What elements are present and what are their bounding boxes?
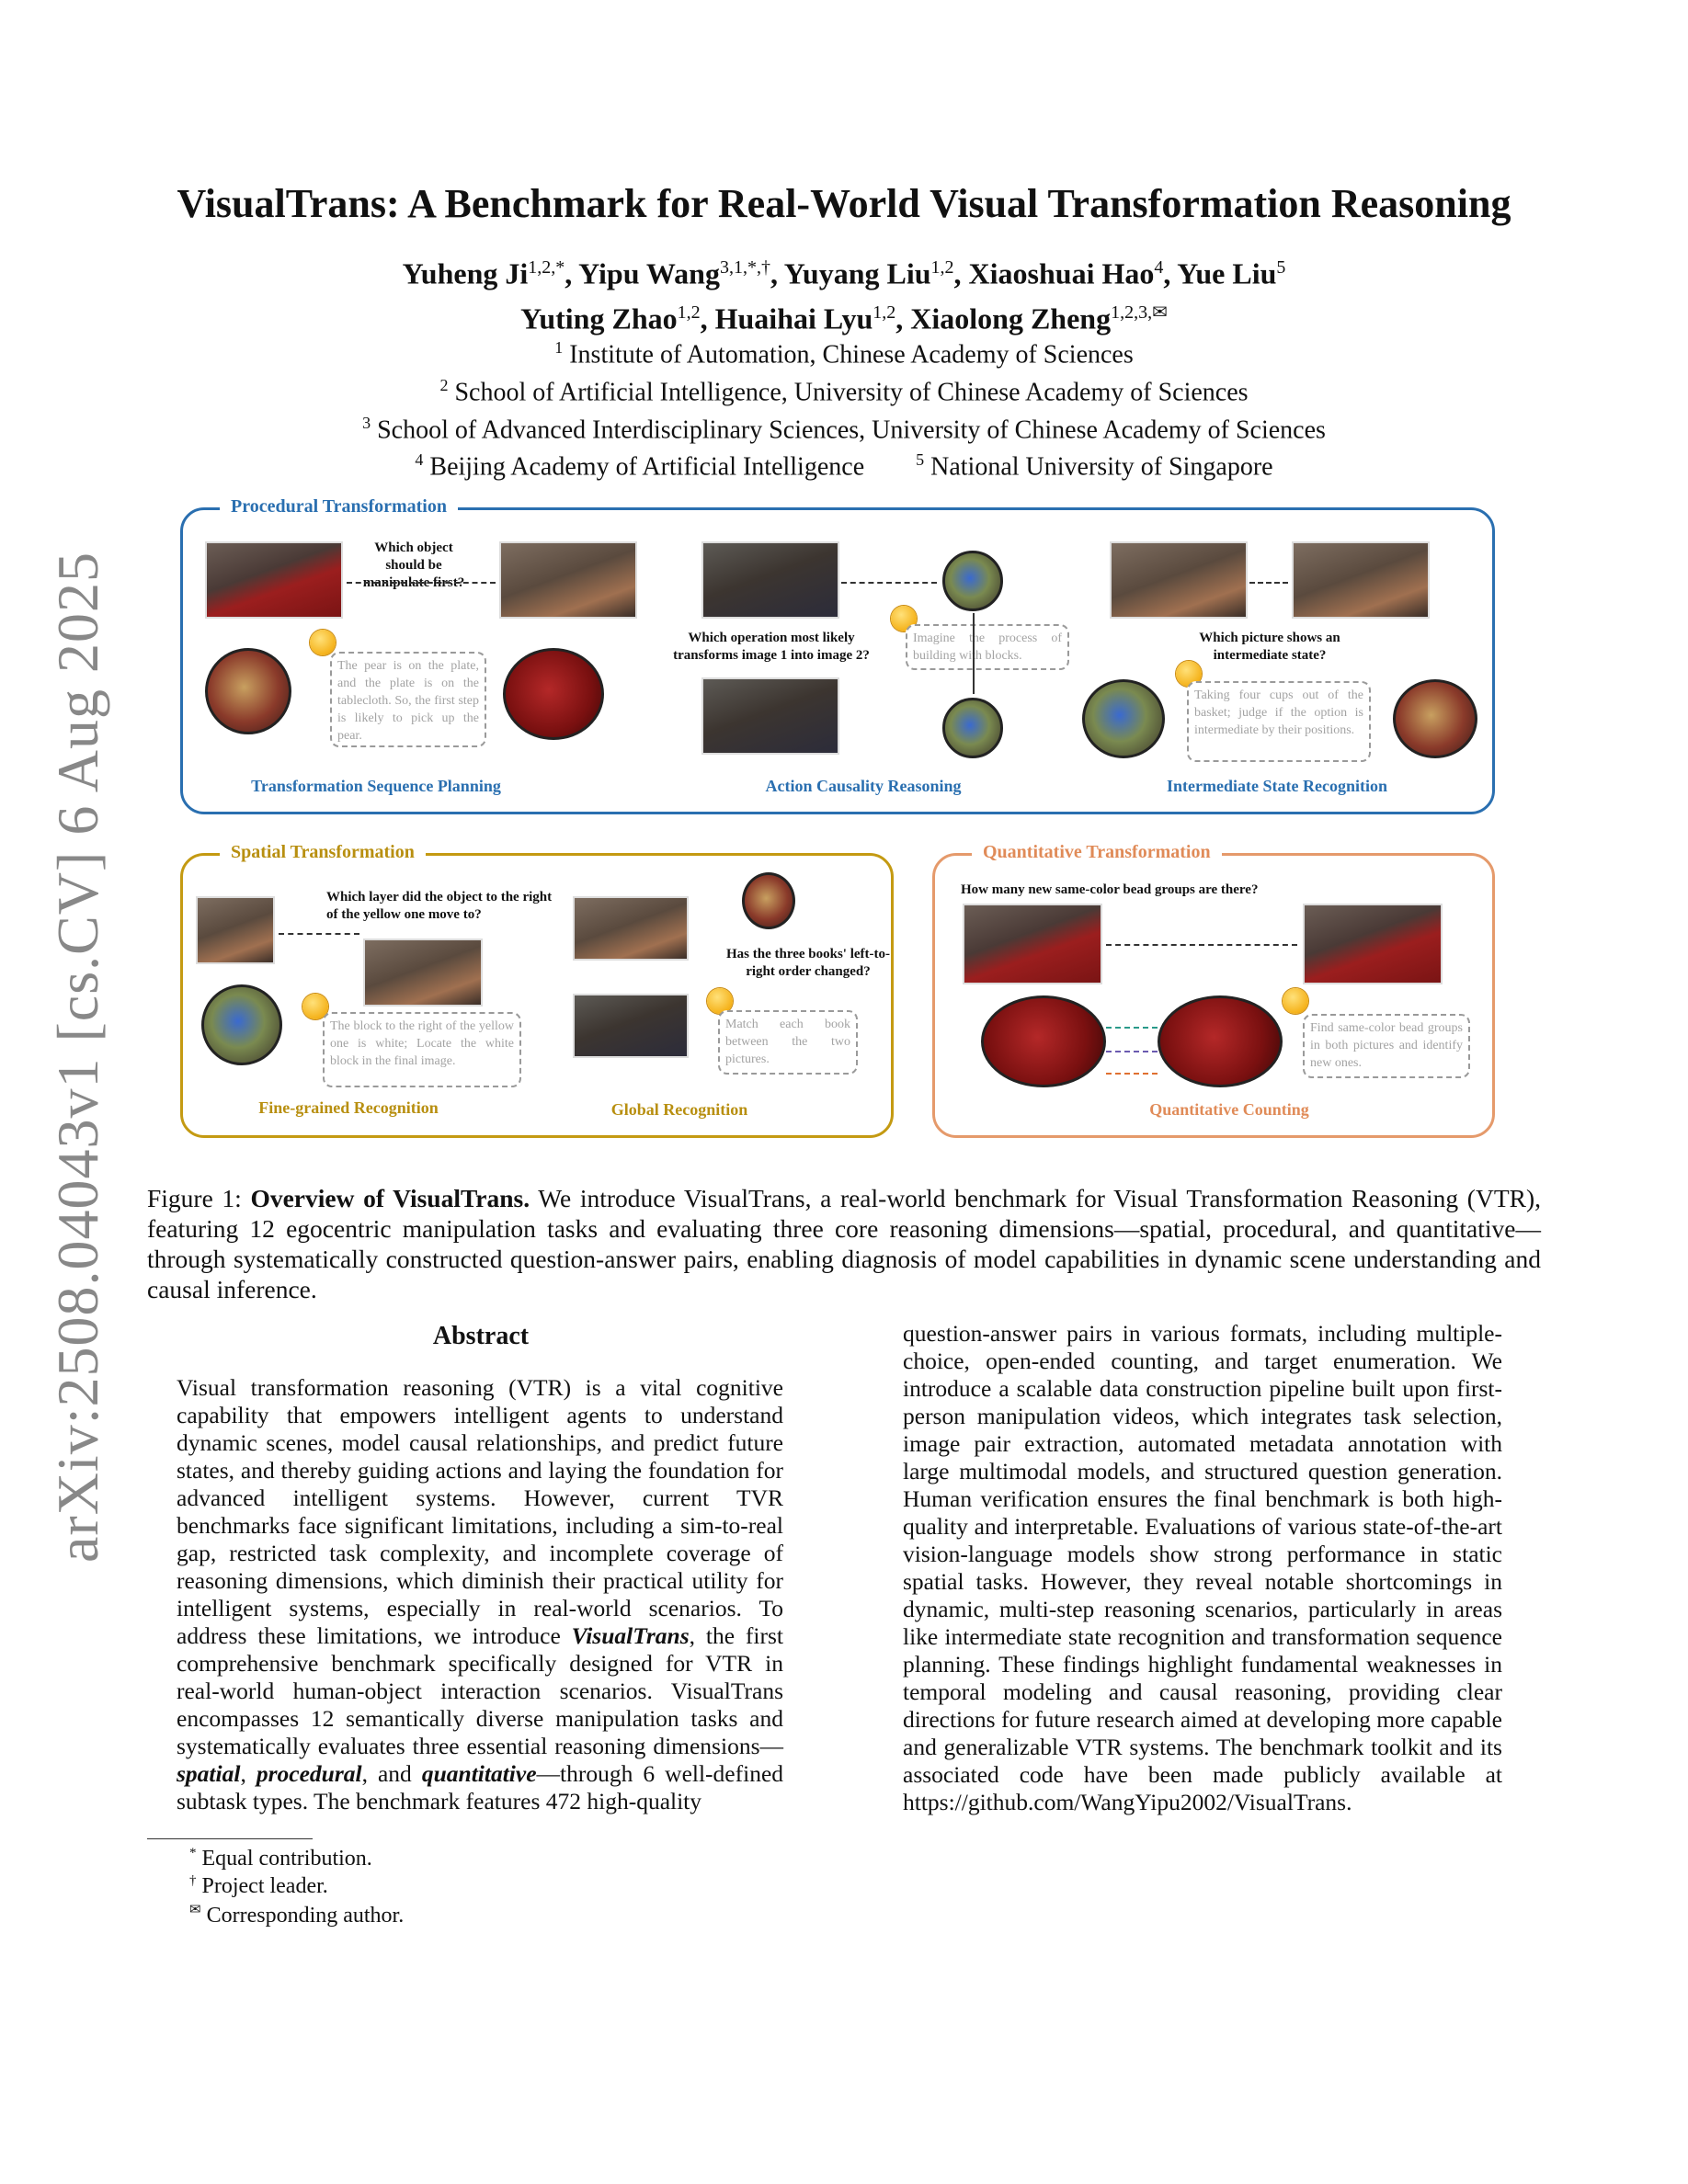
- affil-number: 2: [439, 375, 449, 394]
- scene-photo: [1292, 541, 1430, 619]
- affiliation: [0, 370, 1688, 408]
- author-list: [0, 248, 1688, 337]
- thinking-face-icon: [310, 630, 336, 655]
- affiliation: [0, 333, 1688, 370]
- author-affil-marker: 1,2: [930, 257, 954, 278]
- author-affil-marker: 4: [1154, 257, 1164, 278]
- abstract-text: Visual transformation reasoning (VTR) is a vital cognitive capability that empowers intelligent agents to understand dynamic scenes, model causal relationships, and predict future states, and thereby guiding actions and laying the foundation for advanced intelligent systems. However, current TVR benchmarks face significant limitations, including a sim-to-real gap, restricted task complexity, and incomplete coverage of reasoning dimensions, which diminish their practical utility for intelligent systems, especially in real-world scenarios. To address these limitations, we introduce: [177, 1374, 783, 1649]
- quantitative-panel: [932, 842, 1495, 1138]
- question-text: Which picture shows an intermediate state?: [1199, 631, 1340, 663]
- scene-photo: [573, 994, 689, 1058]
- footnote: [189, 1901, 404, 1928]
- dashed-arrow: [1106, 1027, 1158, 1029]
- author-name: Yuyang Liu: [783, 256, 931, 290]
- question-text: How many new same-color bead groups are there?: [961, 882, 1259, 897]
- subtask-label: Quantitative Counting: [1149, 1100, 1309, 1119]
- zoom-circle: [201, 984, 282, 1065]
- arxiv-identifier: arXiv:2508.04043v1 [cs.CV] 6 Aug 2025: [45, 551, 110, 1563]
- caption-text: We introduce VisualTrans, a real-world benchmark for Visual Transformation Reasoning (VTR), featuring 12 egocentric manipulation tasks and evaluating three core reasoning dimensions—spatial, procedural, and quantitative—through systematically constructed question-answer pairs, enabling diagnosis of model capabilities in dynamic scene understanding and causal inference.: [147, 1184, 1541, 1303]
- zoom-circle: [503, 648, 604, 740]
- scene-photo: [499, 541, 637, 619]
- dashed-arrow: [1106, 944, 1297, 946]
- scene-photo: [963, 904, 1102, 984]
- zoom-circle: [1082, 679, 1165, 758]
- scene-photo: [363, 938, 483, 1007]
- question-text: Which layer did the object to the right of the yellow one move to?: [326, 890, 553, 922]
- abstract-emphasis: VisualTrans: [571, 1622, 690, 1649]
- dashed-arrow: [347, 582, 496, 584]
- reasoning-hint: Find same-color bead groups in both pictures and identify new ones.: [1303, 1014, 1470, 1078]
- reasoning-hint: The pear is on the plate, and the plate is on the tablecloth. So, the first step is likely to pick up the pear.: [330, 652, 486, 747]
- zoom-circle: [1158, 995, 1283, 1087]
- reasoning-hint: Match each book between the two pictures.: [718, 1010, 858, 1075]
- zoom-circle: [742, 872, 795, 929]
- abstract-text: —through 6 well-defined subtask types. The benchmark features 472 high-quality: [177, 1760, 784, 1814]
- footnote-text: Corresponding author.: [206, 1904, 405, 1928]
- footnote-symbol: †: [189, 1873, 197, 1888]
- reasoning-hint: Imagine the process of building with blocks.: [906, 624, 1069, 670]
- abstract-emphasis: quantitative: [421, 1760, 537, 1787]
- subtask-label: Action Causality Reasoning: [765, 777, 962, 795]
- abstract-text: ,: [240, 1760, 257, 1787]
- affil-text: School of Advanced Interdisciplinary Sciences, University of Chinese Academy of Sciences: [377, 415, 1326, 444]
- scene-photo: [196, 896, 275, 964]
- dashed-arrow: [1106, 1051, 1158, 1052]
- affil-number: 5: [916, 450, 925, 470]
- author-name: Yuting Zhao: [520, 301, 678, 336]
- author-name: Huaihai Lyu: [714, 301, 873, 336]
- scene-photo: [573, 896, 689, 961]
- question-text: Which object should be manipulate first?: [362, 540, 465, 590]
- footnote-symbol: ✉: [189, 1903, 201, 1917]
- caption-bold: Overview of VisualTrans.: [250, 1184, 530, 1212]
- affil-number: 3: [362, 413, 371, 432]
- zoom-circle: [981, 995, 1106, 1087]
- subtask-label: Transformation Sequence Planning: [251, 777, 501, 795]
- author-name: Yuheng Ji: [402, 256, 529, 290]
- affiliation: [0, 445, 1688, 483]
- footnote-text: Project leader.: [201, 1874, 328, 1898]
- zoom-circle: [942, 551, 1003, 611]
- zoom-circle: [1393, 679, 1477, 758]
- scene-photo: [701, 541, 839, 619]
- zoom-circle: [205, 648, 291, 734]
- author-affil-marker: 1,2,3,✉: [1111, 301, 1168, 323]
- abstract-left-column: [177, 1374, 783, 1815]
- abstract-right-column: [903, 1320, 1502, 1816]
- affiliation: [0, 408, 1688, 446]
- author-affil-marker: 1,2: [677, 301, 701, 323]
- author-affil-marker: 5: [1276, 257, 1286, 278]
- affil-number: 1: [554, 338, 564, 357]
- abstract-emphasis: spatial: [177, 1760, 241, 1787]
- dashed-arrow: [279, 933, 359, 935]
- thinking-face-icon: [1283, 988, 1308, 1014]
- author-name: Yue Liu: [1177, 256, 1277, 290]
- dashed-arrow: [841, 582, 937, 584]
- author-name: Yipu Wang: [578, 256, 720, 290]
- subtask-label: Intermediate State Recognition: [1167, 777, 1387, 795]
- abstract-text: , and: [361, 1760, 422, 1787]
- footnote: [189, 1873, 328, 1899]
- affil-number: 4: [415, 450, 424, 470]
- footnote-text: Equal contribution.: [201, 1847, 372, 1871]
- author-affil-marker: 1,2,*: [528, 257, 565, 278]
- footnote: [189, 1846, 372, 1871]
- caption-label: Figure 1:: [147, 1184, 251, 1212]
- reasoning-hint: Taking four cups out of the basket; judge if the option is intermediate by their positions.: [1187, 681, 1371, 762]
- scene-photo: [1303, 904, 1443, 984]
- author-name: Xiaoshuai Hao: [968, 256, 1155, 290]
- footnote-symbol: *: [189, 1846, 197, 1860]
- subtask-label: Global Recognition: [610, 1100, 748, 1119]
- procedural-panel: [180, 496, 1495, 814]
- question-text: Which operation most likely transforms image 1 into image 2?: [673, 631, 870, 663]
- author-affil-marker: 1,2: [873, 301, 896, 323]
- affil-text: Institute of Automation, Chinese Academy of Sciences: [569, 340, 1134, 370]
- affil-text: Beijing Academy of Artificial Intelligence: [429, 452, 865, 482]
- footnote-rule: [147, 1838, 313, 1839]
- question-text: Has the three books' left-to-right order changed?: [725, 947, 891, 979]
- affil-text: National University of Singapore: [930, 452, 1273, 482]
- panel-title: Procedural Transformation: [220, 496, 458, 518]
- abstract-emphasis: procedural: [256, 1760, 362, 1787]
- paper-title: VisualTrans: A Benchmark for Real-World Visual Transformation Reasoning: [177, 181, 1511, 226]
- affil-text: School of Artificial Intelligence, University of Chinese Academy of Sciences: [454, 378, 1249, 407]
- scene-photo: [205, 541, 343, 619]
- subtask-label: Fine-grained Recognition: [258, 1098, 439, 1117]
- dashed-arrow: [1249, 582, 1288, 584]
- abstract-text: , the first comprehensive benchmark specifically designed for VTR in real-world human-object interaction scenarios. VisualTrans encompasses 12 semantically diverse manipulation tasks and systematically evaluates three essential reasoning dimensions—: [177, 1622, 783, 1759]
- abstract-heading: Abstract: [432, 1322, 530, 1350]
- panel-title: Quantitative Transformation: [972, 842, 1222, 863]
- reasoning-hint: The block to the right of the yellow one is white; Locate the white block in the final image.: [323, 1012, 521, 1087]
- author-line-1: Yuheng $Ji^{1,2,*}$, Yipu Wang$^{3,1,*,\dagger}$, Yuyang Liu$^{1,2}$, Xiaoshuai Hao$^4$, Yue Liu$^5$: [402, 256, 1286, 290]
- author-affil-marker: 3,1,*,†: [719, 257, 770, 278]
- scene-photo: [1110, 541, 1248, 619]
- spatial-panel: [180, 842, 894, 1138]
- author-name: Xiaolong Zheng: [910, 301, 1112, 336]
- panel-title: Spatial Transformation: [220, 842, 426, 863]
- scene-photo: [701, 677, 839, 755]
- affiliation-list: [0, 333, 1688, 483]
- dashed-arrow: [973, 613, 975, 694]
- zoom-circle: [942, 698, 1003, 758]
- abstract-text: question-answer pairs in various formats, including multiple-choice, open-ended counting, and target enumeration. We introduce a scalable data construction pipeline built upon first-person manipulation videos, which integrates task selection, image pair extraction, automated metadata annotation with large multimodal models, and structured question generation. Human verification ensures the final benchmark is both high-quality and interpretable. Evaluations of various state-of-the-art vision-language models show strong performance in static spatial tasks. However, they reveal notable shortcomings in dynamic, multi-step reasoning scenarios, particularly in areas like intermediate state recognition and transformation sequence planning. These findings highlight fundamental weaknesses in temporal modeling and causal reasoning, providing clear directions for future research aimed at developing more capable and generalizable VTR systems. The benchmark toolkit and its associated code have been made publicly available at https://github.com/WangYipu2002/VisualTrans.: [903, 1320, 1502, 1815]
- figure-caption: [147, 1183, 1541, 1304]
- author-line-2: Yuting Zhao$^{1,2}$, Huaihai Lyu$^{1,2}$, Xiaolong Zheng$^{1,2,3,✉}$: [520, 301, 1168, 336]
- dashed-arrow: [1106, 1073, 1158, 1075]
